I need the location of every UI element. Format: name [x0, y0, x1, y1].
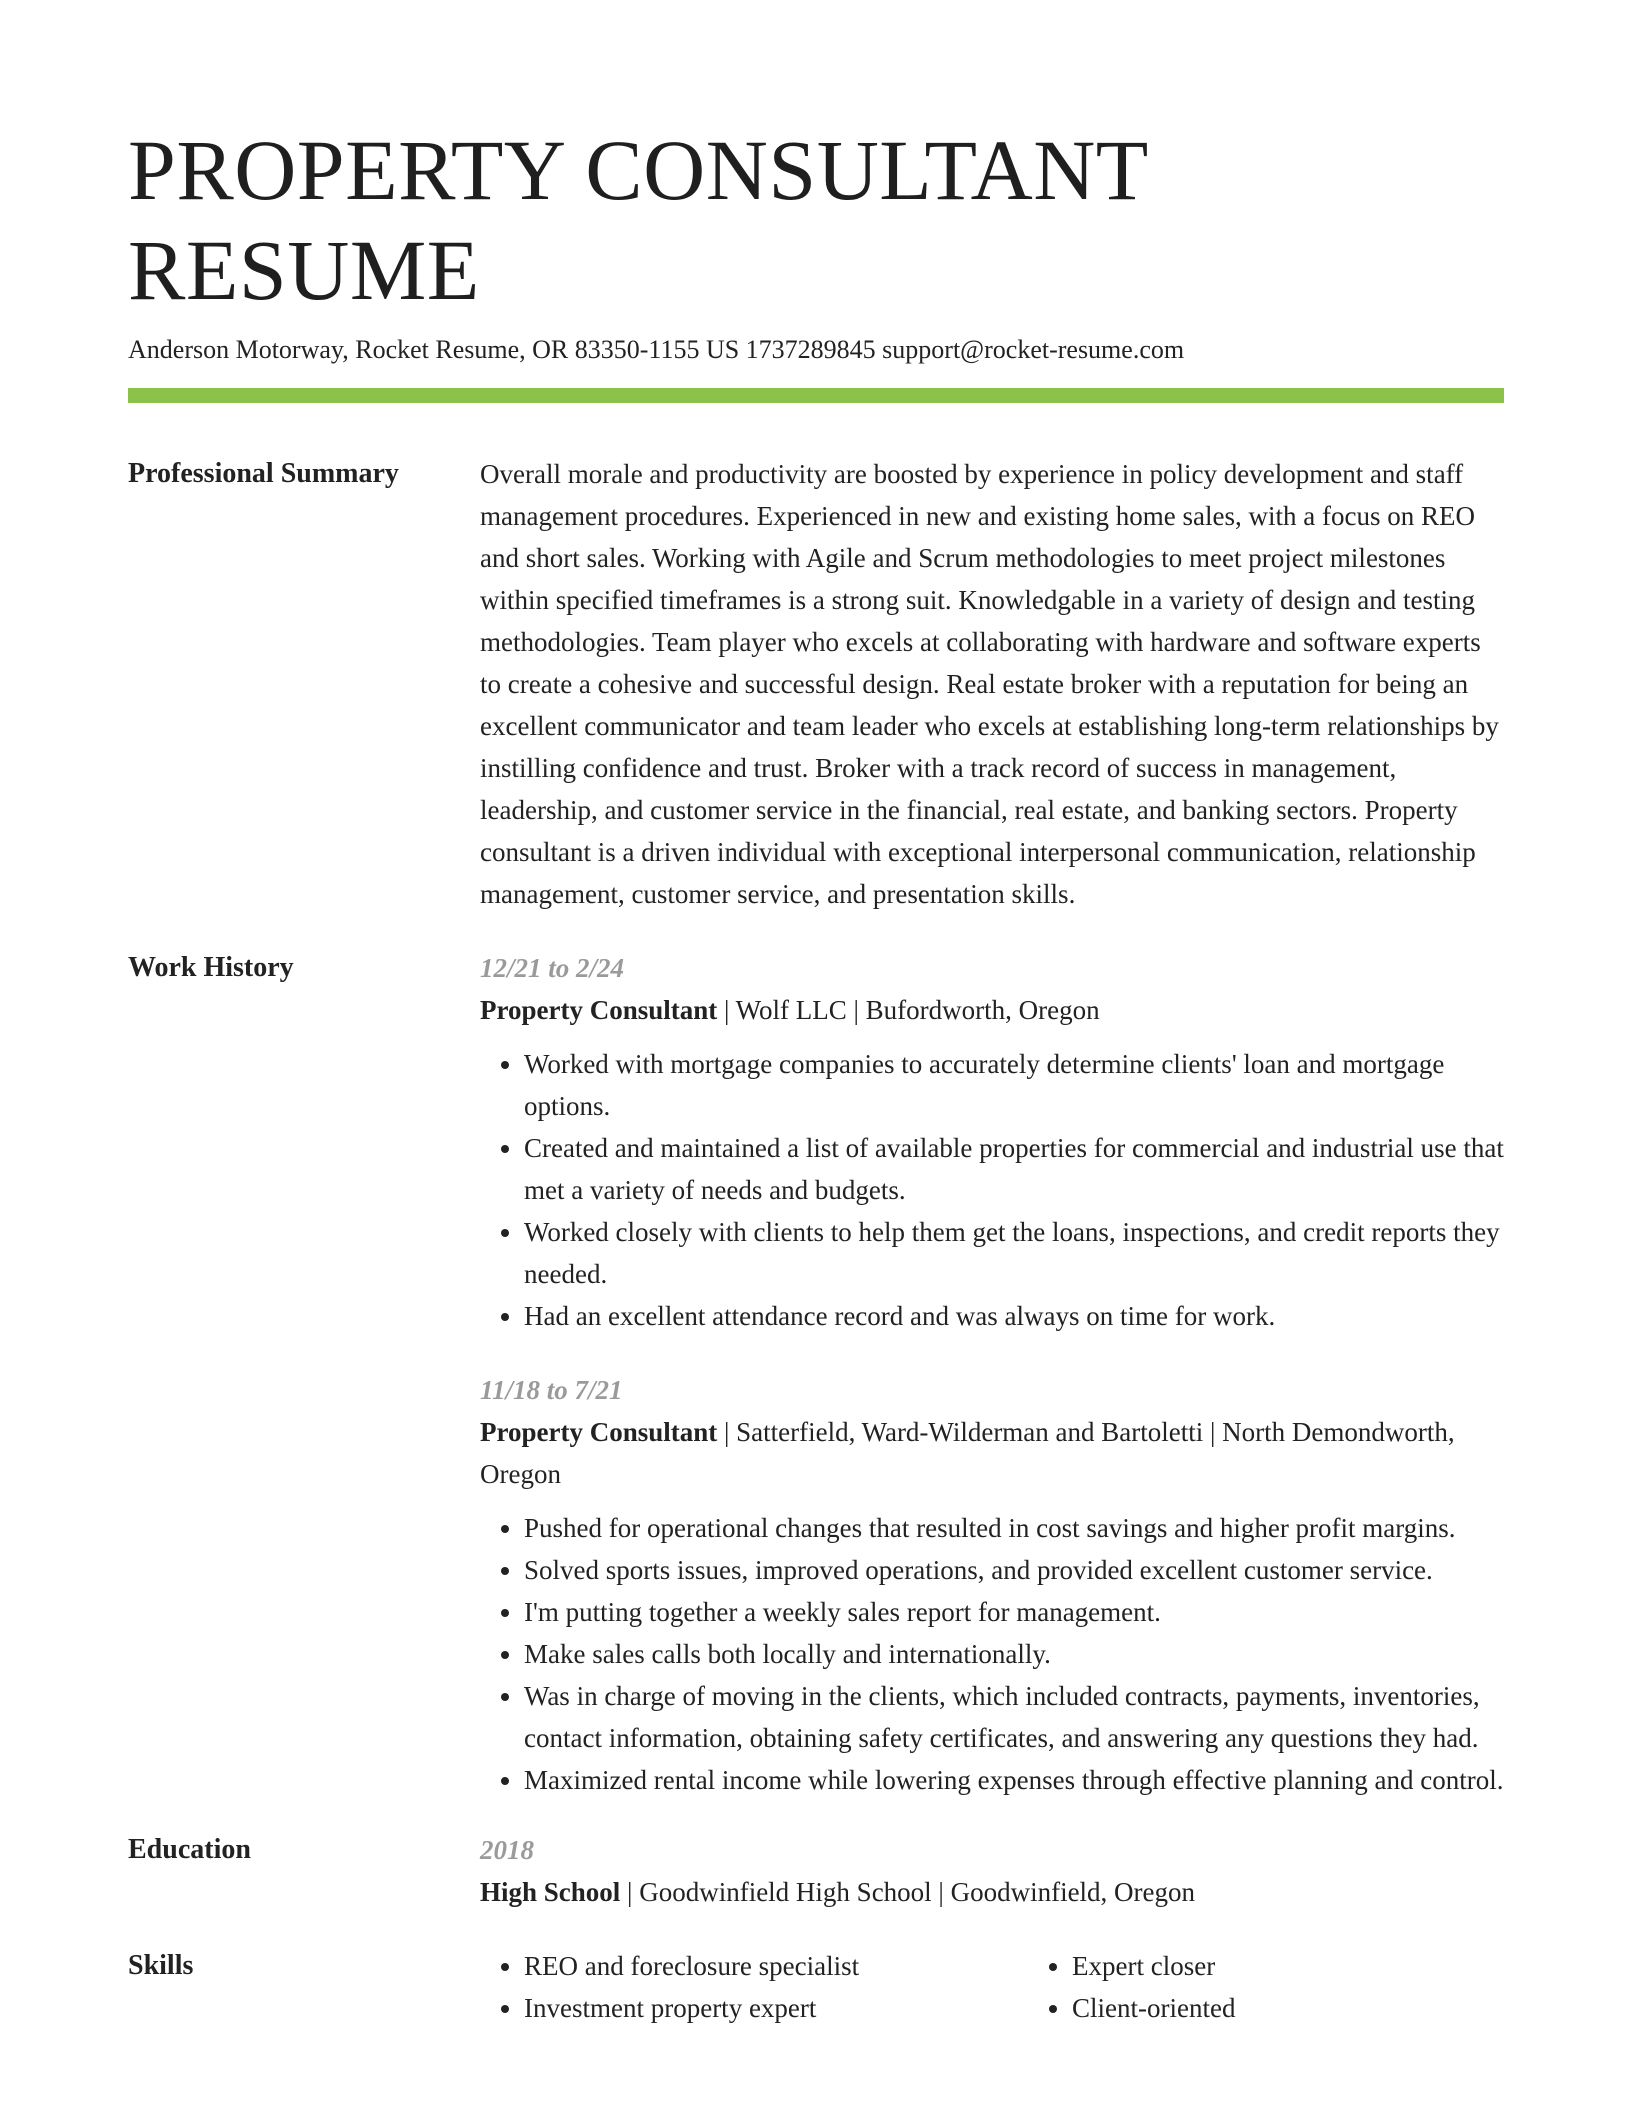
work-history-section [128, 947, 1504, 1801]
skills-column [1028, 1945, 1235, 2029]
job-bullet: • Was in charge of moving in the clients, which included contracts, payments, inventories, contact information, obtaining safety certificates, and answering any questions they had. [524, 1675, 1504, 1759]
job-entry [480, 947, 1504, 1337]
job-bullet: • Make sales calls both locally and internationally. [524, 1633, 1504, 1675]
work-history-heading: Work History [128, 952, 294, 983]
job-bullets [480, 1507, 1504, 1801]
job-heading [480, 989, 1504, 1031]
job-dates: 12/21 to 2/24 [480, 953, 625, 983]
job-bullet: • Created and maintained a list of available properties for commercial and industrial use that met a variety of needs and budgets. [524, 1127, 1504, 1211]
education-details: | Goodwinfield High School | Goodwinfield, Oregon [620, 1877, 1196, 1907]
job-heading [480, 1411, 1504, 1495]
resume-page [128, 120, 1504, 2029]
skills-section [128, 1945, 1504, 2029]
accent-divider [128, 388, 1504, 403]
summary-section [128, 453, 1504, 915]
resume-title: PROPERTY CONSULTANT RESUME [128, 122, 1148, 318]
summary-text: Overall morale and productivity are boosted by experience in policy development and staff management procedures. Experienced in new and existing home sales, with a focus on REO and short sales. Working with Agile and Scrum methodologies to meet project milestones within specified timeframes is a strong suit. Knowledgable in a variety of design and testing methodologies. Team player who excels at collaborating with hardware and software experts to create a cohesive and successful design. Real estate broker with a reputation for being an excellent communicator and team leader who excels at establishing long-term relationships by instilling confidence and trust. Broker with a track record of success in management, leadership, and customer service in the financial, real estate, and banking sectors. Property consultant is a driven individual with exceptional interpersonal communication, relationship management, customer service, and presentation skills. [480, 459, 1499, 909]
job-details: | Wolf LLC | Bufordworth, Oregon [717, 995, 1100, 1025]
job-bullet: • Had an excellent attendance record and was always on time for work. [524, 1295, 1504, 1337]
skills-heading: Skills [128, 1950, 194, 1981]
job-bullet: • Maximized rental income while lowering expenses through effective planning and control. [524, 1759, 1504, 1801]
education-year: 2018 [480, 1835, 534, 1865]
skill-item: • REO and foreclosure specialist [524, 1945, 1028, 1987]
education-section [128, 1829, 1504, 1913]
contact-line: Anderson Motorway, Rocket Resume, OR 83350-1155 US 1737289845 support@rocket-resume.com [128, 335, 1185, 364]
skills-column [480, 1945, 1028, 2029]
job-title: Property Consultant [480, 995, 718, 1025]
education-entry [480, 1871, 1504, 1913]
skill-item: • Investment property expert [524, 1987, 1028, 2029]
job-entry [480, 1369, 1504, 1801]
skill-item: • Expert closer [1072, 1945, 1235, 1987]
job-title: Property Consultant [480, 1417, 718, 1447]
job-bullets [480, 1043, 1504, 1337]
job-bullet: • Solved sports issues, improved operations, and provided excellent customer service. [524, 1549, 1504, 1591]
job-bullet: • I'm putting together a weekly sales report for management. [524, 1591, 1504, 1633]
skill-item: • Client-oriented [1072, 1987, 1235, 2029]
job-bullet: • Worked closely with clients to help them get the loans, inspections, and credit reports they needed. [524, 1211, 1504, 1295]
education-degree: High School [480, 1877, 621, 1907]
job-bullet: • Worked with mortgage companies to accurately determine clients' loan and mortgage options. [524, 1043, 1504, 1127]
job-details: | Satterfield, Ward-Wilderman and Bartoletti | North Demondworth, Oregon [480, 1417, 1455, 1489]
education-heading: Education [128, 1834, 251, 1865]
summary-heading: Professional Summary [128, 458, 399, 489]
job-dates: 11/18 to 7/21 [480, 1375, 623, 1405]
job-bullet: • Pushed for operational changes that resulted in cost savings and higher profit margins. [524, 1507, 1504, 1549]
